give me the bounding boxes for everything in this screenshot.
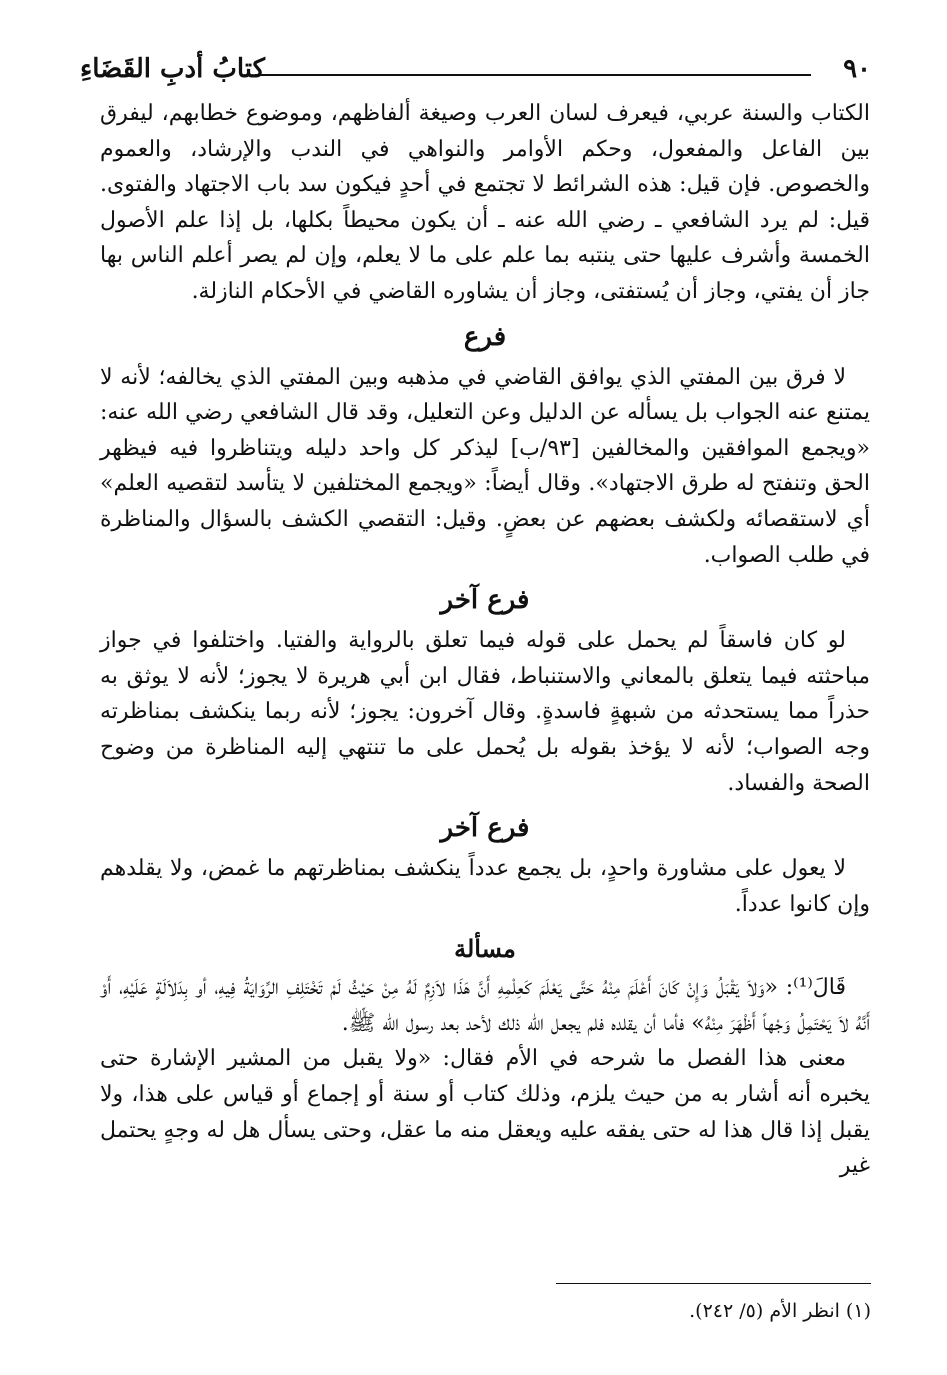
page-body <box>100 96 870 1184</box>
section-far-akhar-2 <box>100 811 870 922</box>
header-rule <box>255 74 811 76</box>
section-intro <box>100 96 870 310</box>
footnote: (١) انظر الأم (٥/ ٢٤٢). <box>689 1300 871 1322</box>
page-header <box>80 52 875 92</box>
paragraph: معنى هذا الفصل ما شرحه في الأم فقال: «ولا يقبل من المشير الإشارة حتى يخبره أنه أشار به من حيث يلزم، وذلك كتاب أو سنة أو إجماع أو قياس على هذا، ولا يقبل إذا قال هذا له حتى يفقه عليه ويعقل منه ما عقل، وحتى يسأل هل له وجهٍ يحتمل غير <box>100 1046 870 1179</box>
paragraph: قَالَ⁽¹⁾: «وَلاَ يَقْبَلُ وَإِنْ كَانَ أَعْلَمَ مِنْهُ حَتَّى يَعْلَمَ كَعِلْمِهِ أَنَّ هَذَا لاَزِمٌ لَهُ مِنْ حَيْثُ لَمْ تَخْتَلِفِ الرِّوَايَةُ فِيهِ، أو بِدَلاَلَةٍ عَلَيْهِ، أَوْ أَنَّهُ لاَ يَحْتَمِلُ وَجْهاً أَظْهَرَ مِنْهُ» فأما أن يقلده فلم يجعل الله ذلك لأحد بعد رسول الله ﷺ. <box>100 975 870 1036</box>
section-far <box>100 320 870 574</box>
paragraph: لا فرق بين المفتي الذي يوافق القاضي في مذهبه وبين المفتي الذي يخالفه؛ لأنه لا يمتنع عنه الجواب بل يسأله عن الدليل وعن التعليل، وقد قال الشافعي رضي الله عنه: «ويجمع الموافقين والمخالفين [٩٣/ب] ليذكر كل واحد دليله ويتناظروا فيه فيظهر الحق وتنفتح له طرق الاجتهاد». وقال أيضاً: «ويجمع المختلفين لا يتأسد لتقصيه العلم» أي لاستقصائه ولكشف بعضهم عن بعضٍ. وقيل: التقصي الكشف بالسؤال والمناظرة في طلب الصواب. <box>100 364 870 568</box>
section-heading: مسألة <box>454 934 516 964</box>
section-far-akhar-1 <box>100 583 870 801</box>
paragraph: لو كان فاسقاً لم يحمل على قوله فيما تعلق بالرواية والفتيا. واختلفوا في جواز مباحثته فيما يتعلق بالمعاني والاستنباط، فقال ابن أبي هريرة لا يجوز؛ لأنه لا يوثق به حذراً مما يستحدثه من شبهةٍ فاسدةٍ. وقال آخرون: يجوز؛ لأنه ربما ينكشف بمناظرته وجه الصواب؛ لأنه لا يؤخذ بقوله بل يُحمل على ما تنتهي إليه المناظرة من وضوح الصحة والفساد. <box>100 628 870 796</box>
paragraph: الكتاب والسنة عربي، فيعرف لسان العرب وصيغة ألفاظهم، وموضوع خطابهم، ليفرق بين الفاعل والمفعول، وحكم الأوامر والنواهي في الندب والإرشاد، والعموم والخصوص. فإن قيل: هذه الشرائط لا تجتمع في أحدٍ فيكون سد باب الاجتهاد والفتوى. قيل: لم يرد الشافعي ـ رضي الله عنه ـ أن يكون محيطاً بكلها، بل إذا علم الأصول الخمسة وأشرف عليها حتى ينتبه بما علم على ما لا يعلم، وإن لم يصر أعلم الناس بها جاز أن يفتي، وجاز أن يُستفتى، وجاز أن يشاوره القاضي في الأحكام النازلة. <box>100 101 870 304</box>
page-number: ٩٠ <box>843 54 871 84</box>
section-heading: فرع <box>463 321 507 352</box>
footnote-rule <box>556 1283 871 1284</box>
running-title: كتابُ أدبِ القَضَاءِ <box>80 54 265 84</box>
section-masala <box>100 932 870 1184</box>
paragraph: لا يعول على مشاورة واحدٍ، بل يجمع عدداً ينكشف بمناظرتهم ما غمض، ولا يقلدهم وإن كانوا عدداً. <box>100 856 870 917</box>
section-heading: فرع آخر <box>440 813 530 844</box>
section-heading: فرع آخر <box>440 585 530 616</box>
